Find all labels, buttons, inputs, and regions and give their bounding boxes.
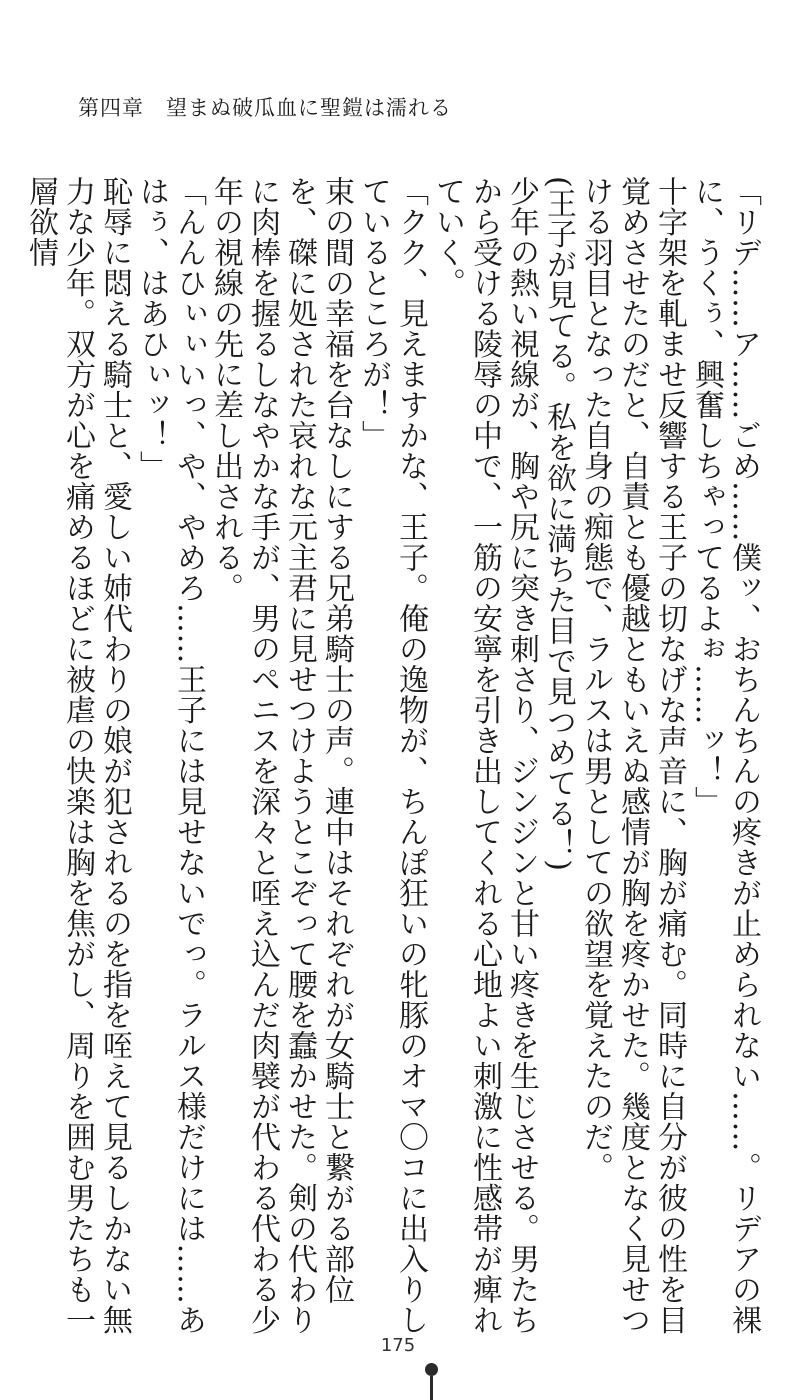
paragraph: (王子が見てる。私を欲に満ちた目で見つめてる！) [541, 176, 576, 872]
paragraph: 「んんひぃぃいっ、や、やめろ……王子には見せないでっ。ラルス様だけには……あはぅ、はあひぃッ！」 [134, 176, 206, 1335]
paragraph: 恥辱に悶える騎士と、愛しい姉代わりの娘が犯されるのを指を咥えて見るしかない無力な少年。双方が心を痛めるほどに被虐の快楽は胸を焦がし、周りを囲む男たちも一層欲情 [23, 176, 132, 1335]
paragraph: 少年の熱い視線が、胸や尻に突き刺さり、ジンジンと甘い疼きを生じさせる。男たちから受ける陵辱の中で、一筋の安寧を引き出してくれる心地よい刺激に性感帯が痺れていく。 [430, 176, 539, 1335]
paragraph: 十字架を軋ませ反響する王子の切なげな声音に、胸が痛む。同時に自分が彼の性を目覚めさせたのだと、自責とも優越ともいえぬ感情が胸を疼かせた。幾度となく見せつける羽目となった自身の痴態で、ラルスは男としての欲望を覚えたのだ。 [578, 176, 687, 1335]
page-number: 175 [380, 1335, 416, 1356]
paragraph: 「クク、見えますかな、王子。俺の逸物が、ちんぽ狂いの牝豚のオマ〇コに出入りしているところが！」 [356, 176, 428, 1335]
running-head: 第四章 望まぬ破瓜血に聖鎧は濡れる [78, 96, 452, 120]
body-text [23, 176, 762, 1336]
page-marker-line [430, 1376, 433, 1400]
page-marker-dot-icon [425, 1363, 438, 1376]
paragraph: 「リデ……ア……ごめ……僕ッ、おちんちんの疼きが止められない……。リデアの裸に、うくぅ、興奮しちゃってるよぉ……ッ！」 [689, 176, 761, 1335]
paragraph: 束の間の幸福を台なしにする兄弟騎士の声。連中はそれぞれが女騎士と繋がる部位を、磔に処された哀れな元主君に見せつけようとこぞって腰を蠢かせた。剣の代わりに肉棒を握るしなやかな手が、男のペニスを深々と咥え込んだ肉襞が代わる代わる少年の視線の先に差し出される。 [208, 176, 354, 1335]
